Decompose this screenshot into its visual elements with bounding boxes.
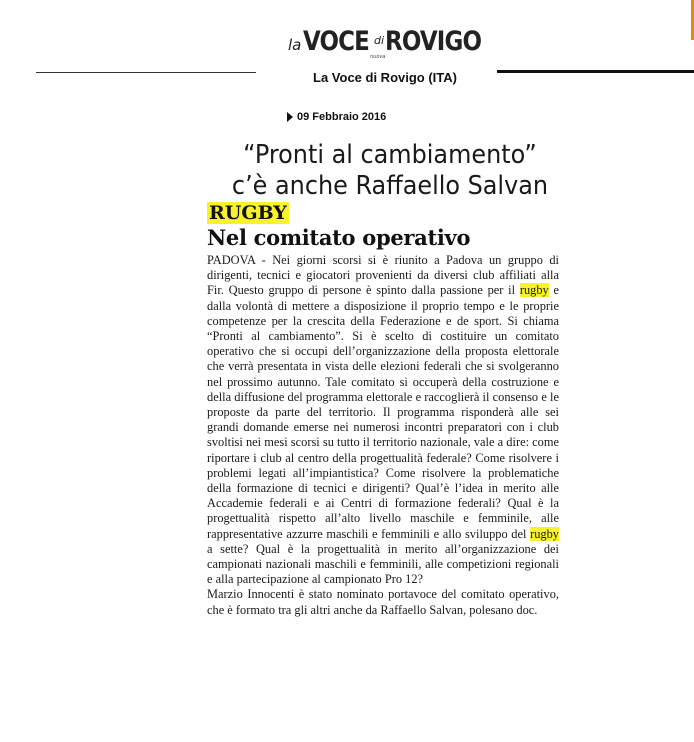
publication-date <box>287 111 386 123</box>
newspaper-masthead-logo <box>288 26 498 60</box>
paragraph-text: PADOVA - Nei giorni scorsi si è riunito a Padova un gruppo di dirigenti, tecnici e giocatori provenienti da diversi club affiliati alla Fir. Questo gruppo di persone è spinto dalla passione per il <box>207 253 559 298</box>
highlighted-keyword: rugby <box>530 526 559 541</box>
article-paragraph <box>207 253 559 587</box>
triangle-bullet-icon <box>287 112 293 122</box>
masthead-di: di <box>374 34 385 47</box>
headline-line-1: “Pronti al cambiamento” <box>243 140 537 170</box>
header-rule-right <box>497 70 694 73</box>
article-subhead: Nel comitato operativo <box>207 225 471 250</box>
date-text: 09 Febbraio 2016 <box>297 111 387 123</box>
highlighted-keyword: rugby <box>519 283 549 298</box>
headline-line-2: c’è anche Raffaello Salvan <box>231 171 549 201</box>
paragraph-text: a sette? Qual è la progettualità in merito all’organizzazione dei campionati nazionali maschili e femminili, alle competizioni regionali e alla partecipazione al campionato Pro 12? <box>207 541 559 587</box>
masthead-nuova: nuova <box>370 54 386 60</box>
masthead-rovigo: ROVIGO <box>385 26 482 57</box>
article-body <box>207 253 559 618</box>
article-kicker: RUGBY <box>209 202 287 224</box>
article-headline <box>220 140 560 202</box>
article-paragraph: Marzio Innocenti è stato nominato portavoce del comitato operativo, che è formato tra gli altri anche da Raffaello Salvan, polesano doc. <box>207 587 559 617</box>
paragraph-text: e dalla volontà di mettere a disposizione il proprio tempo e le proprie competenze per la crescita della Federazione e de sport. Si chiama “Pronti al cambiamento”. Si è scelto di costituire un comitato operativo che si occupi dell’organizzazione della proposta elettorale che verrà presentata in vista delle elezioni federali che si svolgeranno nel prossimo autunno. Tale comitato si occuperà della costruzione e della diffusione del programma elettorale e raccoglierà il consenso e le proposte da parte del territorio. Il programma risponderà alle sei grandi domande emerse nei numerosi incontri preparatori con i club svoltisi nei mesi scorsi su tutto il territorio nazionale, vale a dire: come riportare i club al centro della progettualità federale? Come risolvere i problemi legati all’impiantistica? Come risolvere la problematiche della formazione di tecnici e dirigenti? Qual’è l’idea in merito alle Accademie federali e ai Centri di formazione federali? Qual è la progettualità rispetto all’alto livello maschile e femminile, alle rappresentative azzurre maschili e femminili e allo sviluppo del <box>207 283 559 541</box>
header-rule-left <box>36 72 256 73</box>
masthead-voce: VOCE <box>303 26 370 57</box>
masthead-la: la <box>288 36 302 54</box>
source-label: La Voce di Rovigo (ITA) <box>313 70 457 85</box>
